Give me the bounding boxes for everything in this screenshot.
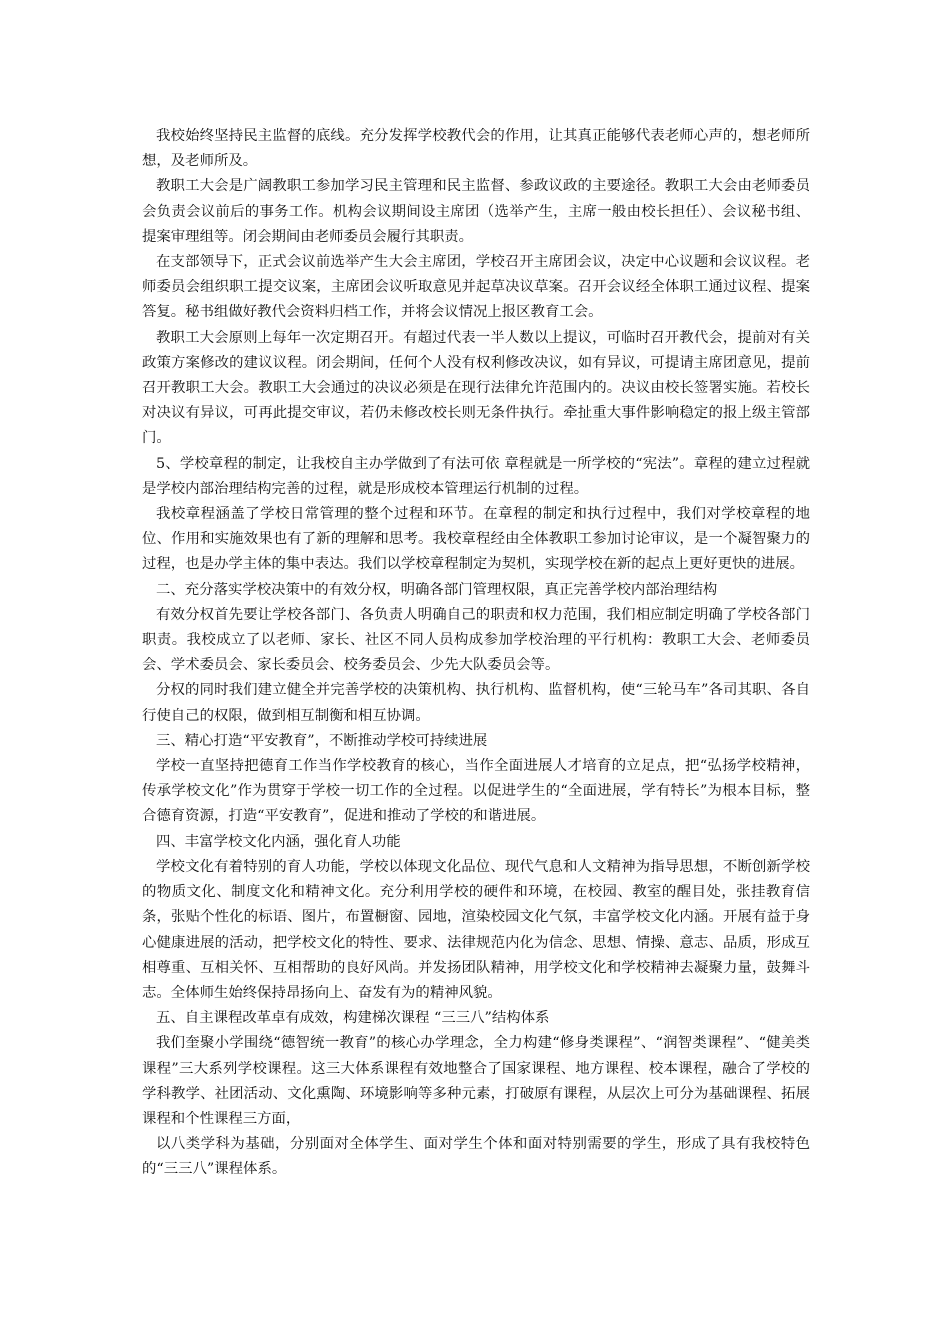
paragraph: 我校始终坚持民主监督的底线。充分发挥学校教代会的作用，让其真正能够代表老师心声的，想老师所想，及老师所及。 bbox=[142, 128, 810, 170]
section-heading: 二、充分落实学校决策中的有效分权，明确各部门管理权限，真正完善学校内部治理结构 bbox=[156, 581, 718, 598]
paragraph: 分权的同时我们建立健全并完善学校的决策机构、执行机构、监督机构，使“三轮马车”各司其职、各自行使自己的权限，做到相互制衡和相互协调。 bbox=[142, 682, 810, 724]
paragraph: 教职工大会是广阔教职工参加学习民主管理和民主监督、参政议政的主要途径。教职工大会由老师委员会负责会议前后的事务工作。机构会议期间设主席团（选举产生，主席一般由校长担任）、会议秘书组、提案审理组等。闭会期间由老师委员会履行其职责。 bbox=[142, 178, 810, 245]
paragraph: 教职工大会原则上每年一次定期召开。有超过代表一半人数以上提议，可临时召开教代会，提前对有关政策方案修改的建议议程。闭会期间，任何个人没有权利修改决议，如有异议，可提请主席团意见，提前召开教职工大会。教职工大会通过的决议必须是在现行法律允许范围内的。决议由校长签署实施。若校长对决议有异议，可再此提交审议，若仍未修改校长则无条件执行。牵扯重大事件影响稳定的报上级主管部门。 bbox=[142, 329, 810, 447]
paragraph: 学校一直坚持把德育工作当作学校教育的核心，当作全面进展人才培育的立足点，把“弘扬学校精神，传承学校文化”作为贯穿于学校一切工作的全过程。以促进学生的“全面进展，学有特长”为根本目标，整合德育资源，打造“平安教育”，促进和推动了学校的和谐进展。 bbox=[142, 758, 810, 825]
paragraph: 5、学校章程的制定，让我校自主办学做到了有法可依 章程就是一所学校的“宪法”。章程的建立过程就是学校内部治理结构完善的过程，就是形成校本管理运行机制的过程。 bbox=[142, 455, 810, 497]
section-heading: 五、自主课程改革卓有成效，构建梯次课程 “三三八”结构体系 bbox=[156, 1010, 550, 1027]
section-heading: 四、丰富学校文化内涵，强化育人功能 bbox=[156, 833, 401, 850]
paragraph: 有效分权首先要让学校各部门、各负责人明确自己的职责和权力范围，我们相应制定明确了学校各部门职责。我校成立了以老师、家长、社区不同人员构成参加学校治理的平行机构：教职工大会、老师委员会、学术委员会、家长委员会、校务委员会、少先大队委员会等。 bbox=[142, 606, 810, 674]
paragraph: 我们奎聚小学围绕“德智统一教育”的核心办学理念，全力构建“修身类课程”、“润智类课程”、“健美类课程”三大系列学校课程。这三大体系课程有效地整合了国家课程、地方课程、校本课程，融合了学校的学科教学、社团活动、文化熏陶、环境影响等多种元素，打破原有课程，从层次上可分为基础课程、拓展课程和个性课程三方面， bbox=[142, 1035, 810, 1127]
paragraph: 以八类学科为基础，分别面对全体学生、面对学生个体和面对特别需要的学生，形成了具有我校特色的“三三八”课程体系。 bbox=[142, 1136, 810, 1178]
paragraph: 学校文化有着特别的育人功能，学校以体现文化品位、现代气息和人文精神为指导思想，不断创新学校的物质文化、制度文化和精神文化。充分利用学校的硬件和环境，在校园、教室的醒目处，张挂教育信条，张贴个性化的标语、图片，布置橱窗、园地，渲染校园文化气氛，丰富学校文化内涵。开展有益于身心健康进展的活动，把学校文化的特性、要求、法律规范内化为信念、思想、情操、意志、品质，形成互相尊重、互相关怀、互相帮助的良好风尚。并发扬团队精神，用学校文化和学校精神去凝聚力量，鼓舞斗志。全体师生始终保持昂扬向上、奋发有为的精神风貌。 bbox=[142, 858, 810, 1001]
paragraph: 在支部领导下，正式会议前选举产生大会主席团，学校召开主席团会议，决定中心议题和会议议程。老师委员会组织职工提交议案，主席团会议听取意见并起草决议草案。召开会议经全体职工通过议程、提案答复。秘书组做好教代会资料归档工作，并将会议情况上报区教育工会。 bbox=[142, 254, 810, 321]
section-heading: 三、精心打造“平安教育”，不断推动学校可持续进展 bbox=[156, 732, 488, 749]
paragraph: 我校章程涵盖了学校日常管理的整个过程和环节。在章程的制定和执行过程中，我们对学校章程的地位、作用和实施效果也有了新的理解和思考。我校章程经由全体教职工参加讨论审议，是一个凝智聚力的过程，也是办学主体的集中表达。我们以学校章程制定为契机，实现学校在新的起点上更好更快的进展。 bbox=[142, 506, 810, 573]
document-body bbox=[142, 124, 810, 1183]
